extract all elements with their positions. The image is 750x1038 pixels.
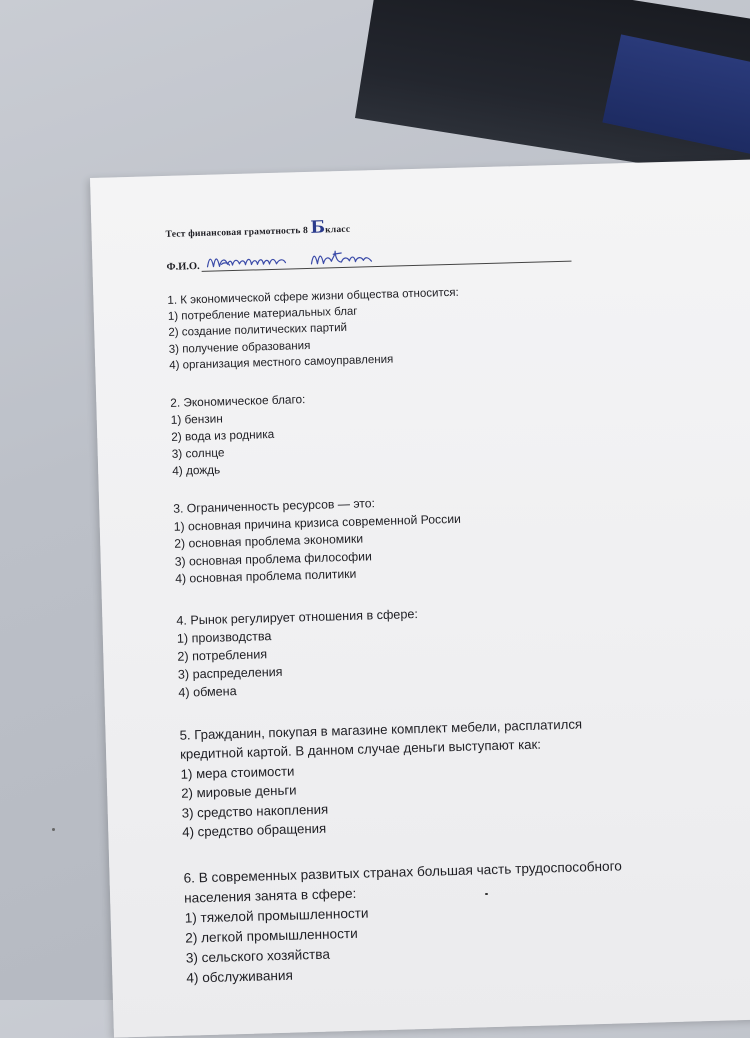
- answer-option: 1) мера стоимости: [180, 763, 295, 782]
- question-text: 4. Рынок регулирует отношения в сфере:: [176, 606, 419, 628]
- title-prefix: Тест финансовая грамотность 8: [165, 225, 309, 240]
- question-1: [167, 281, 607, 374]
- fio-label: Ф.И.О.: [166, 260, 200, 273]
- desk-speck: [52, 828, 55, 831]
- answer-option: 2) легкой промышленности: [185, 925, 358, 946]
- question-text: 1. К экономической сфере жизни общества относится:: [167, 286, 459, 307]
- answer-option: 3) распределения: [177, 664, 283, 682]
- answer-option: 3) получение образования: [168, 339, 311, 356]
- answer-option: 2) вода из родника: [171, 426, 275, 444]
- question-5: [179, 713, 621, 842]
- title-suffix: класс: [325, 224, 351, 236]
- question-text: населения занята в сфере:: [183, 885, 357, 906]
- handwritten-class-letter: Б: [310, 217, 326, 238]
- question-2: [170, 383, 611, 480]
- answer-option: 2) мировые деньги: [181, 782, 297, 801]
- question-6: [183, 856, 625, 988]
- answer-option: 3) основная проблема философии: [174, 548, 372, 569]
- answer-option: 1) основная причина кризиса современной России: [173, 511, 462, 534]
- answer-option: 1) бензин: [170, 411, 223, 427]
- answer-option: 4) основная проблема политики: [175, 566, 357, 586]
- answer-option: 2) потребления: [177, 646, 268, 664]
- answer-option: 3) солнце: [171, 445, 225, 461]
- answer-option: 4) дождь: [172, 462, 221, 478]
- answer-option: 4) обмена: [178, 683, 237, 700]
- answer-option: 3) сельского хозяйства: [185, 946, 331, 966]
- answer-option: 4) средство обращения: [182, 820, 327, 840]
- handwritten-name-signature: [201, 244, 452, 273]
- answer-option: 3) средство накопления: [181, 801, 329, 821]
- answer-option: 2) основная проблема экономики: [174, 531, 364, 551]
- question-text: 5. Гражданин, покупая в магазине комплект мебели, расплатился: [179, 715, 583, 743]
- answer-option: 1) тяжелой промышленности: [184, 905, 369, 926]
- question-text: 6. В современных развитых странах большая часть трудоспособного: [183, 857, 623, 886]
- question-text: 3. Ограниченность ресурсов — это:: [173, 496, 376, 516]
- test-sheet: [90, 159, 750, 1038]
- fio-line: [201, 247, 571, 272]
- answer-option: 1) потребление материальных благ: [167, 305, 358, 324]
- answer-option: 2) создание политических партий: [168, 322, 348, 340]
- fio-row: [166, 246, 605, 273]
- paper-speck: [485, 893, 488, 895]
- question-3: [173, 489, 614, 589]
- answer-option: 4) обслуживания: [186, 967, 294, 986]
- question-text: 2. Экономическое благо:: [170, 392, 306, 410]
- answer-option: 1) производства: [176, 628, 272, 646]
- test-title: [165, 210, 604, 242]
- question-text: кредитной картой. В данном случае деньги выступают как:: [179, 736, 542, 762]
- sheet-content: [165, 210, 625, 988]
- question-4: [176, 599, 617, 701]
- answer-option: 4) организация местного самоуправления: [169, 353, 394, 372]
